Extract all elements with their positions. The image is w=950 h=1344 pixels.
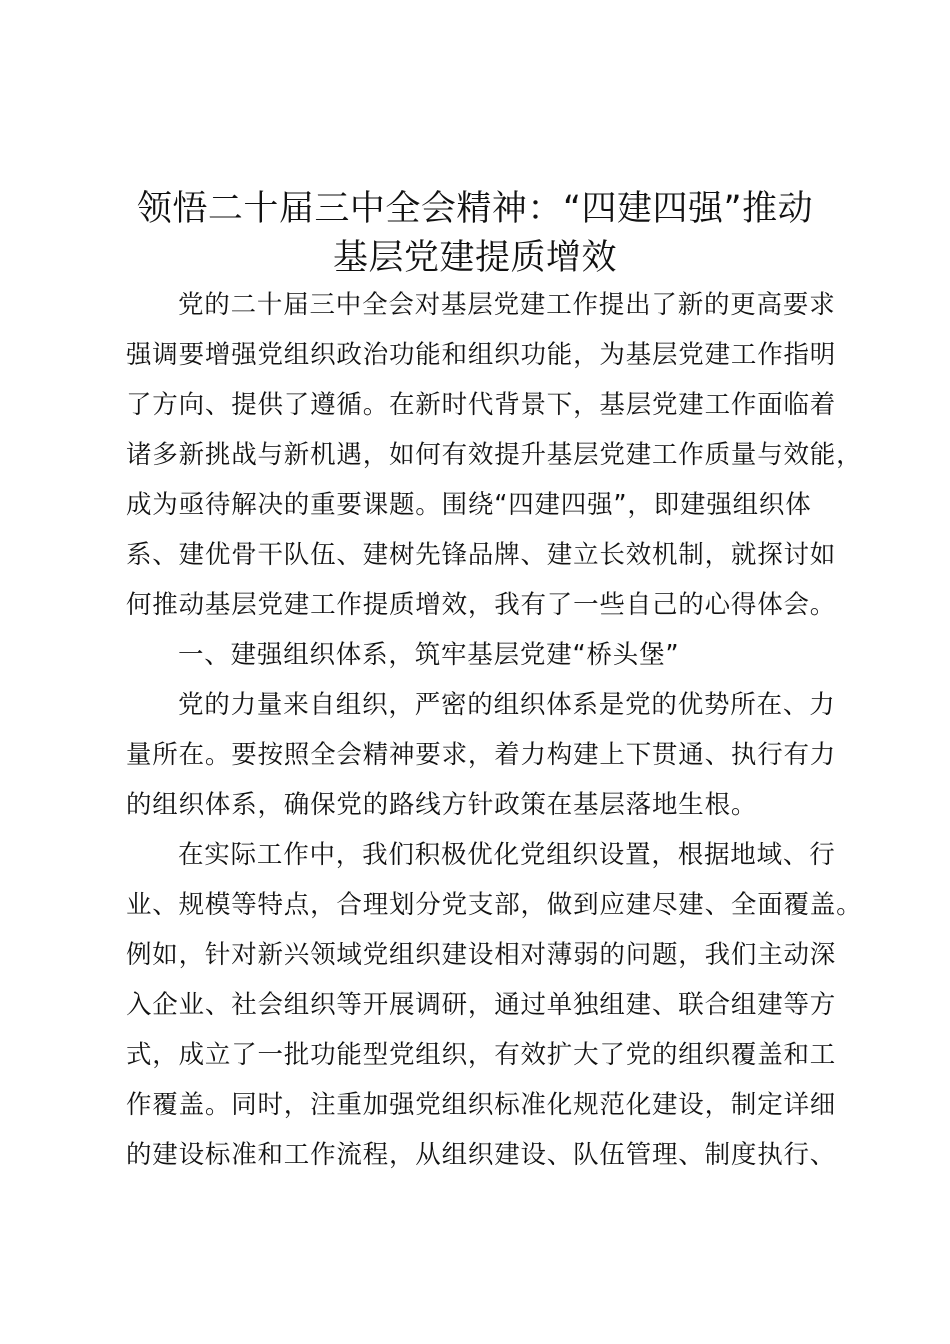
body-line: 的组织体系，确保党的路线方针政策在基层落地生根。 <box>126 790 758 820</box>
body-line: 系、建优骨干队伍、建树先锋品牌、建立长效机制，就探讨如 <box>126 540 837 570</box>
title-line-2: 基层党建提质增效 <box>332 238 617 278</box>
body-line: 在实际工作中，我们积极优化党组织设置，根据地域、行 <box>178 840 836 870</box>
body-line: 的建设标准和工作流程，从组织建设、队伍管理、制度执行、 <box>126 1140 837 1170</box>
body-line: 了方向、提供了遵循。在新时代背景下，基层党建工作面临着 <box>126 390 837 420</box>
body-line: 强调要增强党组织政治功能和组织功能，为基层党建工作指明 <box>126 340 837 370</box>
body-line: 业、规模等特点，合理划分党支部，做到应建尽建、全面覆盖。 <box>126 890 863 920</box>
body-line: 量所在。要按照全会精神要求，着力构建上下贯通、执行有力 <box>126 740 837 770</box>
body-line: 诸多新挑战与新机遇，如何有效提升基层党建工作质量与效能， <box>126 440 863 470</box>
body-line: 式，成立了一批功能型党组织，有效扩大了党的组织覆盖和工 <box>126 1040 837 1070</box>
body-line: 入企业、社会组织等开展调研，通过单独组建、联合组建等方 <box>126 990 837 1020</box>
body-line: 何推动基层党建工作提质增效，我有了一些自己的心得体会。 <box>126 590 837 620</box>
body-line: 党的二十届三中全会对基层党建工作提出了新的更高要求 <box>178 290 836 320</box>
section-heading: 一、建强组织体系，筑牢基层党建“桥头堡” <box>178 640 680 670</box>
body-line: 例如，针对新兴领域党组织建设相对薄弱的问题，我们主动深 <box>126 940 837 970</box>
body-line: 作覆盖。同时，注重加强党组织标准化规范化建设，制定详细 <box>126 1090 837 1120</box>
body-line: 成为亟待解决的重要课题。围绕“四建四强”，即建强组织体 <box>126 490 812 520</box>
title-line-1: 领悟二十届三中全会精神：“四建四强”推动 <box>136 189 814 229</box>
body-line: 党的力量来自组织，严密的组织体系是党的优势所在、力 <box>178 690 836 720</box>
